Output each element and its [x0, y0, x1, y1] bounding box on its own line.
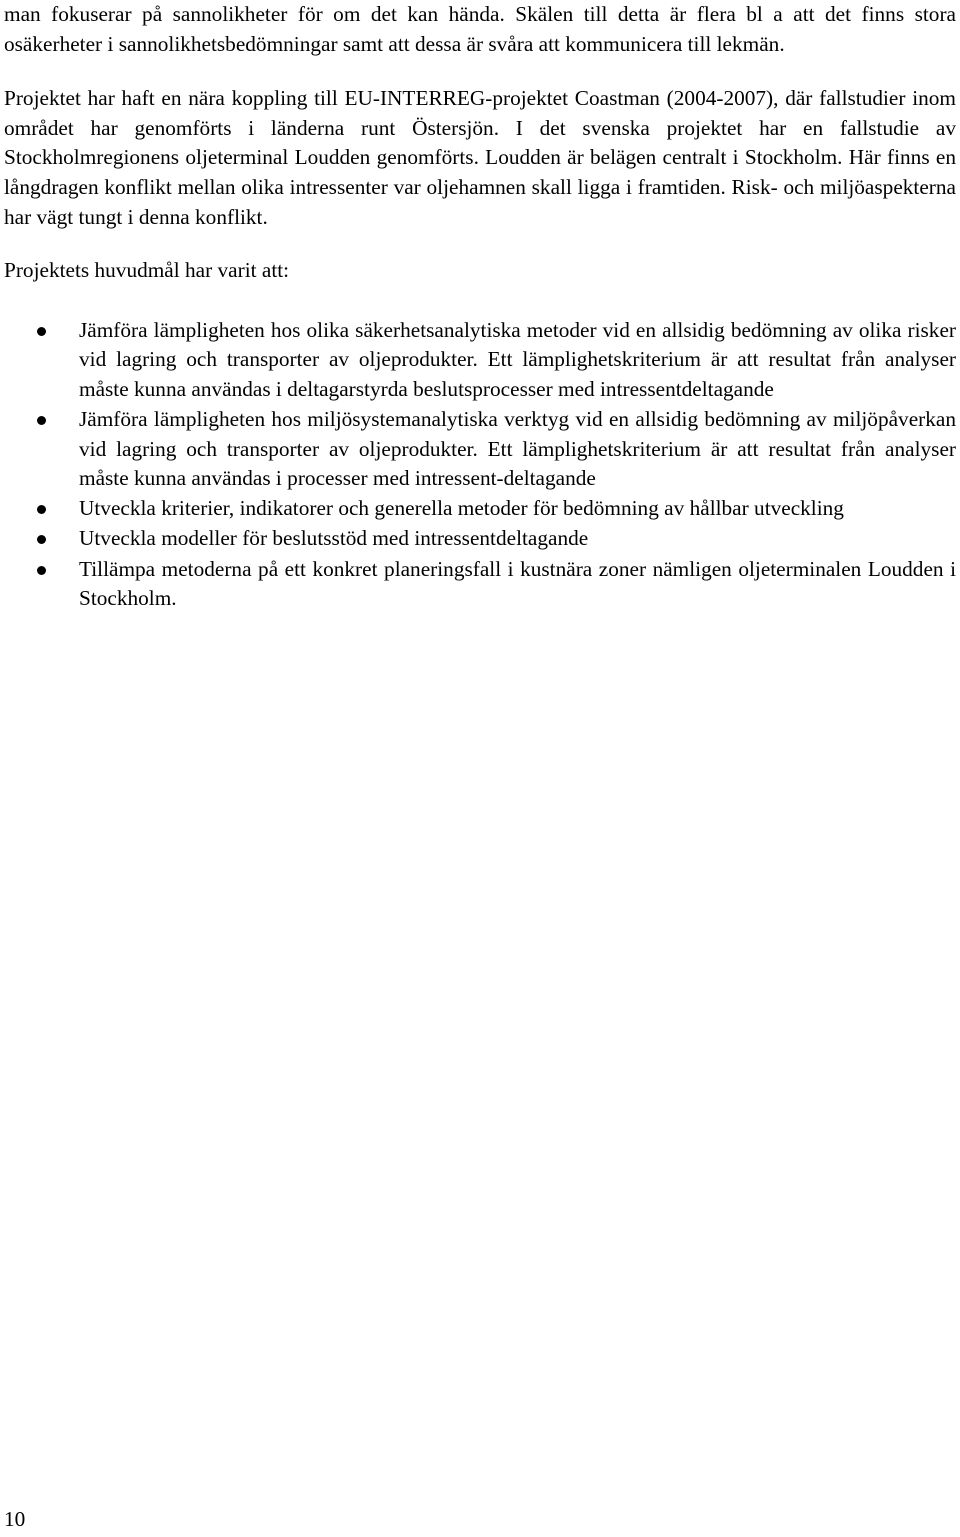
document-page [4, 0, 956, 614]
list-item-text: Tillämpa metoderna på ett konkret planeringsfall i kustnära zoner nämligen oljeterminalen Loudden i Stockholm. [79, 556, 956, 611]
list-item [4, 316, 956, 405]
list-item-text: Utveckla kriterier, indikatorer och generella metoder för bedömning av hållbar utveckling [79, 496, 844, 521]
list-item-text: Jämföra lämpligheten hos olika säkerhetsanalytiska metoder vid en allsidig bedömning av olika risker vid lagring och transporter av oljeprodukter. Ett lämplighetskriterium är att resultat från analyser måste kunna användas i deltagarstyrda beslutsprocesser med intressentdeltagande [79, 317, 956, 401]
bullet-icon [37, 327, 46, 336]
list-item [4, 405, 956, 494]
list-item [4, 524, 956, 554]
paragraph-coastman: Projektet har haft en nära koppling till EU-INTERREG-projektet Coastman (2004-2007), där fallstudier inom området har genomförts i länderna runt Östersjön. I det svenska projektet har en fallstudie av Stockholmregionens oljeterminal Loudden genomförts. Loudden är belägen centralt i Stockholm. Här finns en långdragen konflikt mellan olika intressenter var oljehamnen skall ligga i framtiden. Risk- och miljöaspekterna har vägt tungt i denna konflikt. [4, 86, 956, 229]
list-item-text: Jämföra lämpligheten hos miljösystemanalytiska verktyg vid en allsidig bedömning av miljöpåverkan vid lagring och transporter av oljeprodukter. Ett lämplighetskriterium är att resultat från analyser måste kunna användas i processer med intressent-deltagande [79, 407, 956, 491]
paragraph-intro: man fokuserar på sannolikheter för om det kan hända. Skälen till detta är flera bl a att det finns stora osäkerheter i sannolikhetsbedömningar samt att dessa är svåra att kommunicera till lekmän. [4, 2, 956, 56]
list-item [4, 494, 956, 524]
bullet-icon [37, 566, 46, 575]
paragraph-goals-heading: Projektets huvudmål har varit att: [4, 258, 290, 283]
list-item [4, 555, 956, 614]
bullet-icon [37, 505, 46, 514]
bullet-icon [37, 535, 46, 544]
bullet-icon [37, 416, 46, 425]
goals-list [4, 316, 956, 614]
page-number: 10 [4, 1507, 26, 1531]
list-item-text: Utveckla modeller för beslutsstöd med intressentdeltagande [79, 526, 589, 551]
